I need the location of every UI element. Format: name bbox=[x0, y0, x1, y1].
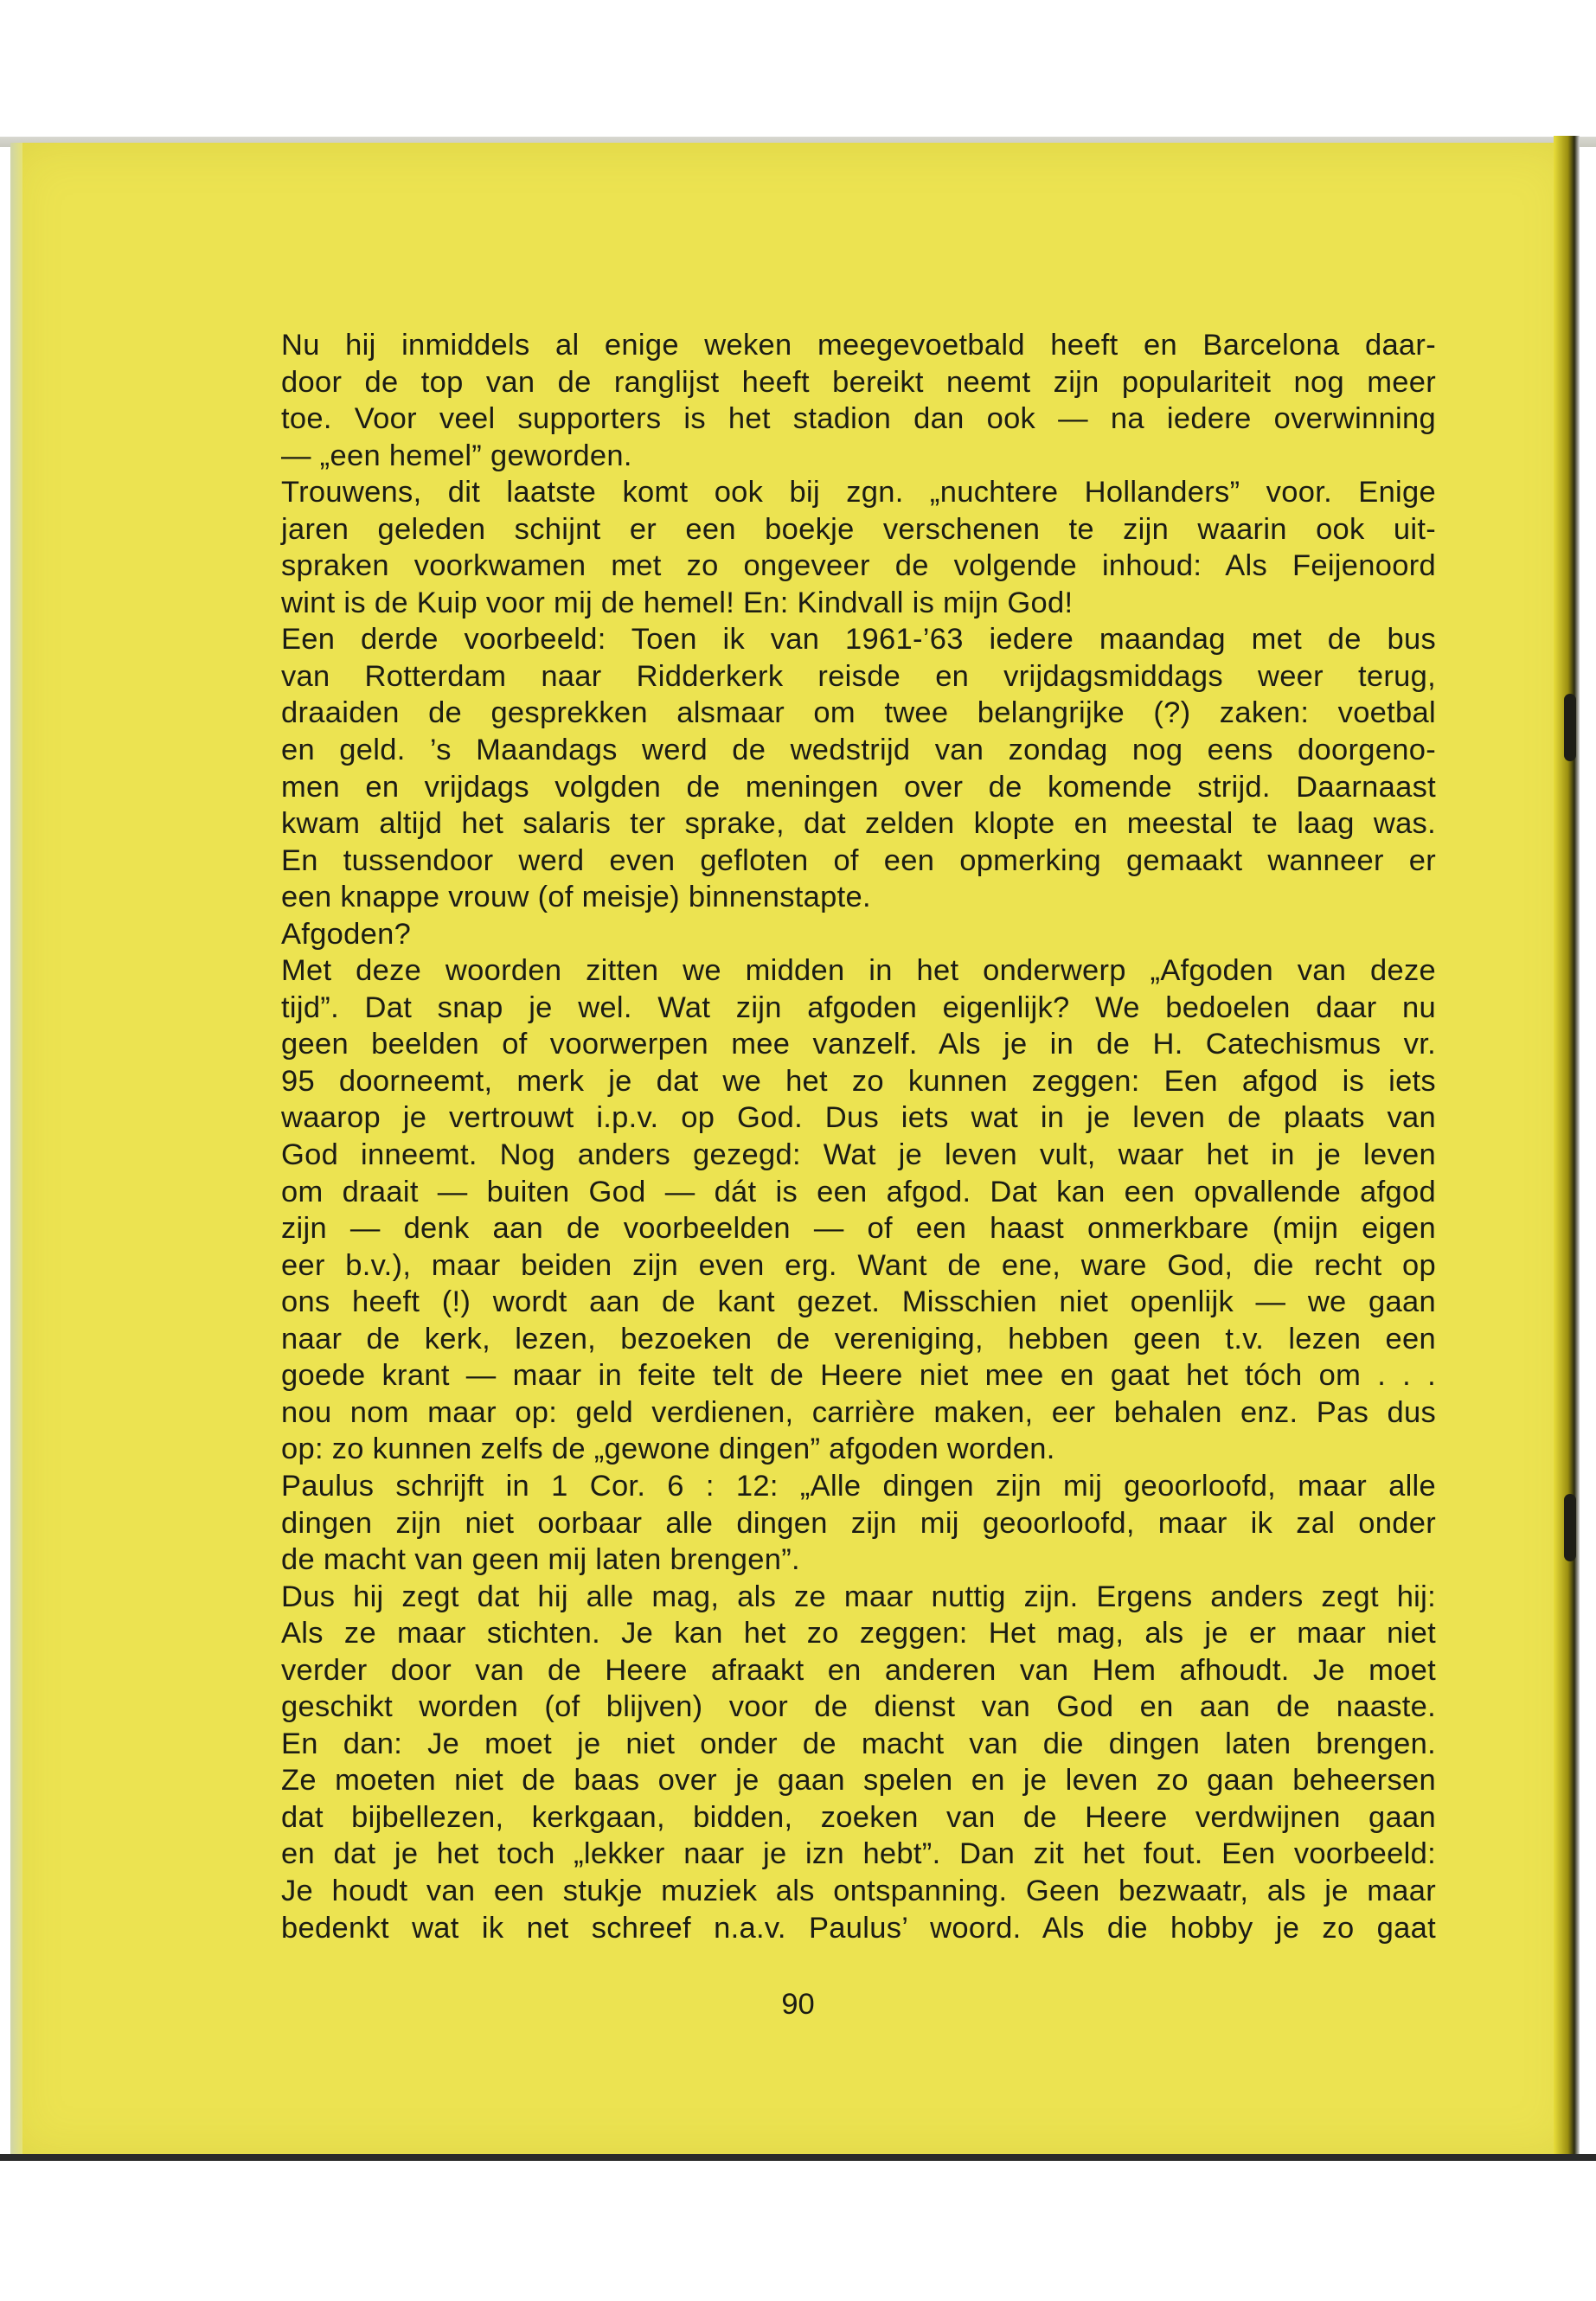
text-line: Nu hij inmiddels al enige weken meegevoetbald heeft en Barcelona daar- bbox=[281, 329, 1436, 362]
text-line: door de top van de ranglijst heeft bereikt neemt zijn populariteit nog meer bbox=[281, 365, 1436, 399]
text-line: God inneemt. Nog anders gezegd: Wat je leven vult, waar het in je leven bbox=[281, 1138, 1436, 1172]
text-line: de macht van geen mij laten brengen”. bbox=[281, 1543, 800, 1577]
text-line: om draait — buiten God — dát is een afgod. Dat kan een opvallende afgod bbox=[281, 1175, 1436, 1208]
binding-hole-mark bbox=[1564, 694, 1576, 761]
text-line: men en vrijdags volgden de meningen over de komende strijd. Daarnaast bbox=[281, 770, 1436, 804]
page-number: 90 bbox=[781, 1988, 815, 2021]
text-line: Je houdt van een stukje muziek als ontspanning. Geen bezwaatr, als je maar bbox=[281, 1874, 1436, 1907]
text-line: Met deze woorden zitten we midden in het onderwerp „Afgoden van deze bbox=[281, 954, 1436, 988]
text-line: Een derde voorbeeld: Toen ik van 1961-’63 iedere maandag met de bus bbox=[281, 623, 1436, 657]
text-line: waarop je vertrouwt i.p.v. op God. Dus iets wat in je leven de plaats van bbox=[281, 1101, 1436, 1135]
text-line: goede krant — maar in feite telt de Heere niet mee en gaat het tóch om . . . bbox=[281, 1359, 1436, 1393]
text-line: bedenkt wat ik net schreef n.a.v. Paulus’ woord. Als die hobby je zo gaat bbox=[281, 1911, 1436, 1945]
page-left-edge bbox=[10, 143, 22, 2158]
text-line: wint is de Kuip voor mij de hemel! En: Kindvall is mijn God! bbox=[281, 586, 1074, 619]
text-line: op: zo kunnen zelfs de „gewone dingen” afgoden worden. bbox=[281, 1433, 1055, 1466]
text-line: Afgoden? bbox=[281, 917, 412, 951]
text-line: naar de kerk, lezen, bezoeken de vereniging, hebben geen t.v. lezen een bbox=[281, 1322, 1436, 1356]
binding-hole-mark bbox=[1564, 1494, 1576, 1561]
text-line: verder door van de Heere afraakt en anderen van Hem afhoudt. Je moet bbox=[281, 1653, 1436, 1687]
page-binding-edge bbox=[1554, 136, 1580, 2160]
text-line: kwam altijd het salaris ter sprake, dat zelden klopte en meestal te laag was. bbox=[281, 807, 1436, 841]
text-line: En dan: Je moet je niet onder de macht van die dingen laten brengen. bbox=[281, 1727, 1436, 1760]
text-line: 95 doorneemt, merk je dat we het zo kunnen zeggen: Een afgod is iets bbox=[281, 1064, 1436, 1098]
text-line: van Rotterdam naar Ridderkerk reisde en vrijdagsmiddags weer terug, bbox=[281, 659, 1436, 693]
body-text bbox=[281, 327, 1436, 1946]
text-line: — „een hemel” geworden. bbox=[281, 439, 632, 472]
text-line: Als ze maar stichten. Je kan het zo zeggen: Het mag, als je er maar niet bbox=[281, 1617, 1436, 1650]
text-line: en dat je het toch „lekker naar je izn hebt”. Dan zit het fout. Een voorbeeld: bbox=[281, 1837, 1436, 1871]
text-line: draaiden de gesprekken alsmaar om twee belangrijke (?) zaken: voetbal bbox=[281, 696, 1436, 730]
text-line: ons heeft (!) wordt aan de kant gezet. Misschien niet openlijk — we gaan bbox=[281, 1285, 1436, 1319]
text-line: Trouwens, dit laatste komt ook bij zgn. „nuchtere Hollanders” voor. Enige bbox=[281, 476, 1436, 510]
text-line: geen beelden of voorwerpen mee vanzelf. Als je in de H. Catechismus vr. bbox=[281, 1028, 1436, 1061]
text-line: toe. Voor veel supporters is het stadion dan ook — na iedere overwinning bbox=[281, 402, 1436, 436]
text-line: Dus hij zegt dat hij alle mag, als ze maar nuttig zijn. Ergens anders zegt hij: bbox=[281, 1580, 1436, 1613]
text-line: een knappe vrouw (of meisje) binnenstapte. bbox=[281, 881, 871, 914]
text-line: Paulus schrijft in 1 Cor. 6 : 12: „Alle dingen zijn mij geoorloofd, maar alle bbox=[281, 1469, 1436, 1503]
text-line: en geld. ’s Maandags werd de wedstrijd van zondag nog eens doorgeno- bbox=[281, 734, 1436, 767]
text-line: Ze moeten niet de baas over je gaan spelen en je leven zo gaan beheersen bbox=[281, 1764, 1436, 1798]
text-line: spraken voorkwamen met zo ongeveer de volgende inhoud: Als Feijenoord bbox=[281, 549, 1436, 583]
scanner-bottom-band bbox=[0, 2154, 1596, 2161]
text-line: geschikt worden (of blijven) voor de dienst van God en aan de naaste. bbox=[281, 1690, 1436, 1724]
text-line: nou nom maar op: geld verdienen, carrière maken, eer behalen enz. Pas dus bbox=[281, 1395, 1436, 1429]
text-line: jaren geleden schijnt er een boekje verschenen te zijn waarin ook uit- bbox=[281, 512, 1436, 546]
text-line: dat bijbellezen, kerkgaan, bidden, zoeken van de Heere verdwijnen gaan bbox=[281, 1800, 1436, 1834]
text-line: tijd”. Dat snap je wel. Wat zijn afgoden eigenlijk? We bedoelen daar nu bbox=[281, 990, 1436, 1024]
text-line: dingen zijn niet oorbaar alle dingen zijn mij geoorloofd, maar ik zal onder bbox=[281, 1506, 1436, 1540]
text-line: zijn — denk aan de voorbeelden — of een haast onmerkbare (mijn eigen bbox=[281, 1212, 1436, 1246]
text-line: eer b.v.), maar beiden zijn even erg. Want de ene, ware God, die recht op bbox=[281, 1248, 1436, 1282]
text-line: En tussendoor werd even gefloten of een opmerking gemaakt wanneer er bbox=[281, 843, 1436, 877]
